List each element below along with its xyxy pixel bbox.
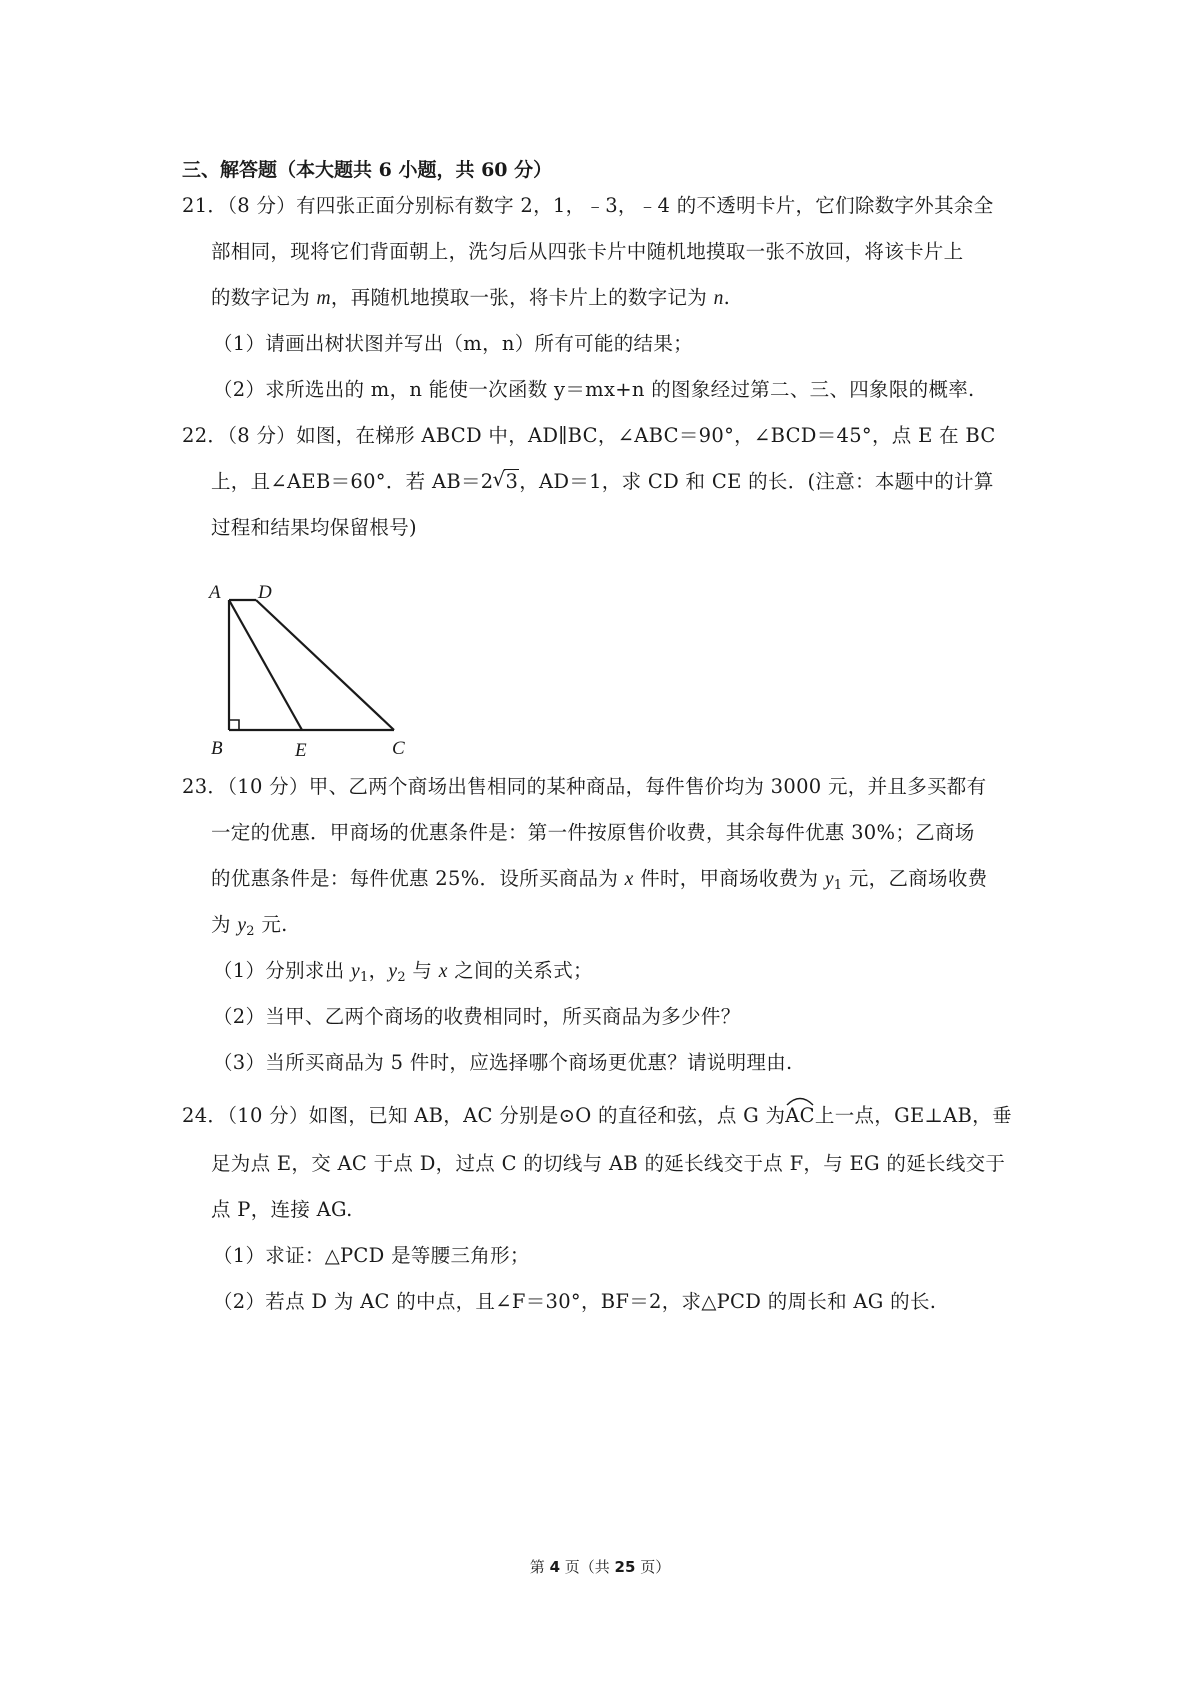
q21-part1: （1）请画出树状图并写出（m，n）所有可能的结果； (213, 332, 693, 355)
q22-score: （8 分） (227, 424, 297, 447)
trapezoid-figure (206, 584, 426, 764)
q23-score: （10 分） (227, 775, 309, 798)
q24-part1: （1）求证：△PCD 是等腰三角形； (213, 1244, 530, 1267)
q24-number: 24． (182, 1104, 228, 1127)
page-total: 25 (614, 1558, 636, 1576)
arc-mark-icon (785, 1094, 815, 1106)
q21-line3: 的数字记为 m，再随机地摸取一张，将卡片上的数字记为 n. (211, 286, 731, 309)
q23-part3: （3）当所买商品为 5 件时，应选择哪个商场更优惠？请说明理由. (213, 1051, 793, 1074)
arc-ac: AC (785, 1104, 815, 1127)
q23-number: 23． (182, 775, 228, 798)
right-angle-mark (229, 720, 239, 730)
q22-line2: 上，且∠AEB＝60°．若 AB＝2 √ 3，AD＝1，求 CD 和 CE 的长．(注意：本题中的计算 (211, 467, 994, 493)
segment-ae (229, 600, 302, 730)
label-d: D (258, 584, 272, 603)
segment-dc (256, 600, 394, 730)
q23-line2: 一定的优惠．甲商场的优惠条件是：第一件按原售价收费，其余每件优惠 30%；乙商场 (211, 821, 975, 844)
q21-number: 21． (182, 194, 228, 217)
q21-line2: 部相同，现将它们背面朝上，洗匀后从四张卡片中随机地摸取一张不放回，将该卡片上 (211, 240, 964, 263)
q21-line1: 21．（8 分）有四张正面分别标有数字 2，1，﹣3，﹣4 的不透明卡片，它们除数字外其余全 (182, 194, 994, 217)
q22-number: 22． (182, 424, 228, 447)
q24-score: （10 分） (227, 1104, 309, 1127)
label-b: B (211, 738, 223, 759)
page-footer: 第 4 页（共 25 页） (529, 1558, 671, 1576)
q21-part2: （2）求所选出的 m，n 能使一次函数 y＝mx+n 的图象经过第二、三、四象限的概率. (213, 378, 975, 401)
q23-line1: 23．（10 分）甲、乙两个商场出售相同的某种商品，每件售价均为 3000 元，并且多买都有 (182, 775, 987, 798)
label-e: E (295, 740, 307, 761)
q23-part1: （1）分别求出 $y_1$，$y_2$ 与 x 之间的关系式； (213, 959, 593, 985)
page-number: 4 (549, 1558, 560, 1576)
sqrt-symbol: √ 3 (492, 467, 519, 493)
q22-line1: 22．（8 分）如图，在梯形 ABCD 中，AD∥BC，∠ABC＝90°，∠BCD＝45°，点 E 在 BC (182, 424, 996, 447)
q22-line3: 过程和结果均保留根号) (211, 516, 417, 539)
q23-line4: 为 $y_2$ 元. (211, 913, 288, 939)
q24-line2: 足为点 E，交 AC 于点 D，过点 C 的切线与 AB 的延长线交于点 F，与 EG 的延长线交于 (211, 1152, 1006, 1175)
q23-part2: （2）当甲、乙两个商场的收费相同时，所买商品为多少件？ (213, 1005, 741, 1028)
q24-part2: （2）若点 D 为 AC 的中点，且∠F＝30°，BF＝2，求△PCD 的周长和 AG 的长. (213, 1290, 937, 1313)
q23-line3: 的优惠条件是：每件优惠 25%．设所买商品为 x 件时，甲商场收费为 $y_1$ 元，乙商场收费 (211, 867, 988, 893)
q21-score: （8 分） (227, 194, 297, 217)
q24-line1: 24．（10 分）如图，已知 AB，AC 分别是⊙O 的直径和弦，点 G 为 AC上一点，GE⊥AB，垂 (182, 1100, 1012, 1128)
q24-line3: 点 P，连接 AG. (211, 1198, 353, 1221)
label-a: A (209, 584, 221, 603)
section-title: 三、解答题（本大题共 6 小题，共 60 分） (182, 159, 553, 181)
label-c: C (392, 738, 405, 759)
